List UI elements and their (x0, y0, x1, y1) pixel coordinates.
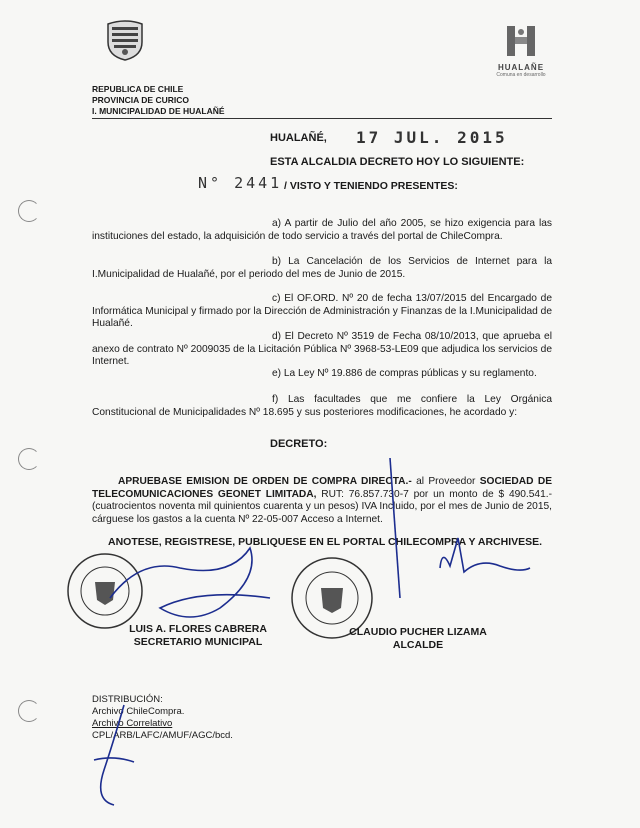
punch-hole (18, 700, 40, 722)
signature-block-left (118, 623, 278, 649)
distribution-item: Archivo ChileCompra. (92, 706, 185, 717)
punch-hole (18, 200, 40, 222)
resolution-bold: APRUEBASE EMISION DE ORDEN DE COMPRA DIRECTA.- (118, 476, 412, 487)
header-line: PROVINCIA DE CURICO (92, 95, 189, 105)
coat-of-arms-icon (104, 18, 146, 62)
signer-name-right: CLAUDIO PUCHER LIZAMA (349, 626, 487, 638)
punch-hole (18, 448, 40, 470)
decree-number: N° 2441 (198, 174, 283, 192)
paragraph-b: b) La Cancelación de los Servicios de Internet para la I.Municipalidad de Hualañé, por el periodo del mes de Junio de 2015. (92, 256, 552, 280)
header-line: I. MUNICIPALIDAD DE HUALAÑÉ (92, 106, 225, 116)
signer-title-left: SECRETARIO MUNICIPAL (133, 636, 263, 648)
header-block (92, 84, 225, 117)
provider-name: SOCIEDAD DE TELECOMUNICACIONES GEONET LIMITADA, (92, 476, 552, 500)
hualane-logo (486, 24, 556, 84)
signer-name-left: LUIS A. FLORES CABRERA (129, 623, 267, 635)
distribution-label: DISTRIBUCIÓN: (92, 694, 163, 705)
signer-title-right: ALCALDE (392, 639, 444, 651)
header-divider (92, 118, 552, 119)
title-line: ESTA ALCALDIA DECRETO HOY LO SIGUIENTE: (270, 156, 525, 168)
logo-text: HUALAÑE (497, 63, 545, 72)
date-place: HUALAÑÉ, (270, 132, 327, 144)
visto-label: / VISTO Y TENIENDO PRESENTES: (284, 180, 458, 192)
resolution-text: RUT: 76.857.730-7 por un monto de $ 490.541.- (cuatrocientos noventa mil quinientos cuarenta y un pesos) IVA Incluido, por el mes de Junio de 2015, cárguese los gastos a la cuenta Nº 22-05-007 Acceso a Internet. (92, 488, 552, 525)
distribution-item: CPL/ARB/LAFC/AMUF/AGC/bcd. (92, 730, 233, 741)
signature-block-right (338, 626, 498, 652)
paragraph-a: a) A partir de Julio del año 2005, se hizo exigencia para las instituciones del estado, la adquisición de todo servicio a través del portal de ChileCompra. (92, 218, 552, 242)
header-line: REPUBLICA DE CHILE (92, 84, 184, 94)
h-logo-icon (501, 24, 541, 58)
date-stamp: 17 JUL. 2015 (356, 128, 508, 147)
initials-signature (84, 700, 144, 810)
logo-tagline: Comuna en desarrollo (496, 72, 546, 78)
signature-secretario (100, 538, 280, 628)
decreto-heading: DECRETO: (270, 438, 328, 450)
signature-alcalde (380, 448, 540, 608)
resolution-text: al Proveedor (411, 476, 480, 487)
paragraph-e: e) La Ley Nº 19.886 de compras públicas y su reglamento. (272, 368, 537, 379)
paragraph-d: d) El Decreto Nº 3519 de Fecha 08/10/2013, que aprueba el anexo de contrato Nº 2009035 de la Licitación Pública Nº 3968-53-LE09 que adjudica los servicios de Internet. (92, 331, 552, 368)
closing-line: ANOTESE, REGISTRESE, PUBLIQUESE EN EL PORTAL CHILECOMPRA Y ARCHIVESE. (108, 536, 543, 548)
paragraph-f: f) Las facultades que me confiere la Ley Orgánica Constitucional de Municipalidades Nº 18.695 y sus posteriores modificaciones, he acordado y: (92, 394, 552, 418)
distribution-item: Archivo Correlativo (92, 718, 173, 729)
paragraph-c: c) El OF.ORD. Nº 20 de fecha 13/07/2015 del Encargado de Informática Municipal y firmado por la Dirección de Administración y Finanzas de la I.Municipalidad de Hualañé. (92, 293, 552, 330)
